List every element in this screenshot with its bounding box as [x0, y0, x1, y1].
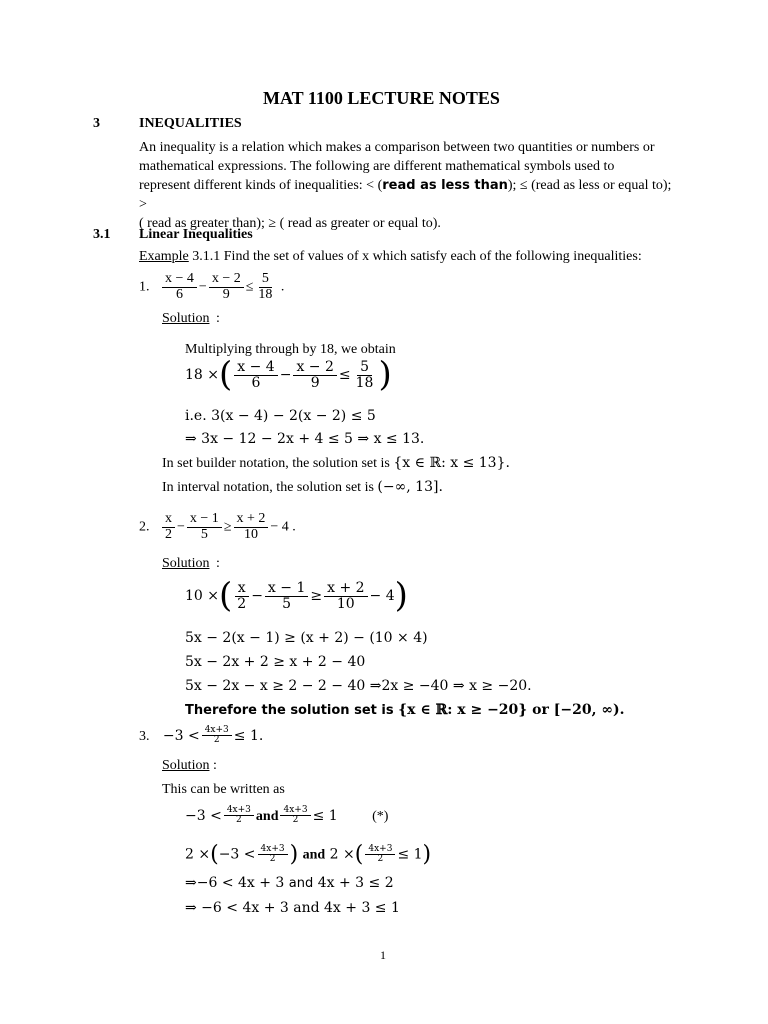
- p2-step-3: 5x − 2x + 2 ≥ x + 2 − 40: [185, 654, 366, 670]
- intro-line-4: ( read as greater than); ≥ ( read as greater or equal to).: [139, 216, 441, 231]
- fraction: $\frac{5}{18}$: [258, 271, 273, 302]
- problem-1: 1. $\frac{x - 4}{6}$ − $\frac{x - 2}{9}$ ≤ $\frac{5}{18}$ .: [139, 271, 285, 302]
- p3-step-1: −3 < $\frac{4x+3}{2}$ and $\frac{4x+3}{2}$ ≤ 1 (*): [185, 805, 389, 826]
- document-page: MAT 1100 LECTURE NOTES 3 INEQUALITIES An inequality is a relation which makes a comparison between two quantities or numbers or mathematical expressions. The following are different mathematical symbols used to represent different kinds of inequalities: < (read as less than); ≤ (read as less or equal to); > ( read as greater than); ≥ ( read as greater or equal to). 3.1 Linear Inequalities Example 3.1.1 Find the set of values of x which satisfy each of the following inequalities: 1. $\frac{x - 4}{6}$ − $\frac{x - 2}{9}$ ≤ $\frac{5}{18}$ . Solution : Multiplying through by 18, we obtain 18 ×( $\frac{x - 4}{6}$ − $\frac{x - 2}{9}$ ≤ $\frac{5}{18}$ ) i.e. 3(x − 4) − 2(x − 2) ≤ 5 ⇒ 3x − 12 − 2x + 4 ≤ 5 ⇒ x ≤ 13. In set builder notation, the solution set is {x ∈ ℝ: x ≤ 13}. In interval notation, the solution set is (−∞, 13]. 2. $\frac{x}{2}$ − $\frac{x - 1}{5}$ ≥ $\frac{x + 2}{10}$ − 4 . Solution : 10 ×( $\frac{x}{2}$ − $\frac{x - 1}{5}$ ≥ $\frac{x + 2}{10}$ − 4) 5x − 2(x − 1) ≥ (x + 2) − (10 × 4) 5x − 2x + 2 ≥ x + 2 − 40 5x − 2x − x ≥ 2 − 2 − 40 ⇒2x ≥ −40 ⇒ x ≥ −20. Therefore the solution set is {x ∈ ℝ: x ≥ −20} or [−20, ∞). 3. −3 < $\frac{4x+3}{2}$ ≤ 1. Solution : This can be written as −3 < $\frac{4x+3}{2}$ and $\frac{4x+3}{2}$ ≤ 1 (*) 2 ×(−3 < $\frac{4x+3}{2}$ ) and 2 ×( $\frac{4x+3}{2}$ ≤ 1) ⇒−6 < 4x + 3 and 4x + 3 ≤ 2 ⇒ −6 < 4x + 3 and 4x + 3 ≤ 1 1: [0, 0, 768, 1024]
- p3-step-2: 2 ×(−3 < $\frac{4x+3}{2}$ ) and 2 ×( $\frac{4x+3}{2}$ ≤ 1): [185, 842, 432, 867]
- fraction: $\frac{x - 4}{6}$: [162, 272, 197, 302]
- interval-line: In interval notation, the solution set is (−∞, 13].: [162, 479, 443, 495]
- p1-step-1: 18 ×( $\frac{x - 4}{6}$ − $\frac{x - 2}{9}$ ≤ $\frac{5}{18}$ ): [185, 354, 392, 395]
- p2-step-2: 5x − 2(x − 1) ≥ (x + 2) − (10 × 4): [185, 630, 428, 646]
- intro-line-2: mathematical expressions. The following are different mathematical symbols used to: [139, 159, 615, 174]
- p2-conclusion: Therefore the solution set is {x ∈ ℝ: x ≥ −20} or [−20, ∞).: [185, 702, 625, 718]
- problem-2: 2. $\frac{x}{2}$ − $\frac{x - 1}{5}$ ≥ $\frac{x + 2}{10}$ − 4 .: [139, 511, 296, 542]
- p1-step-2: i.e. 3(x − 4) − 2(x − 2) ≤ 5: [185, 408, 376, 424]
- p1-step-3: ⇒ 3x − 12 − 2x + 4 ≤ 5 ⇒ x ≤ 13.: [185, 431, 425, 447]
- multiply-note: Multiplying through by 18, we obtain: [185, 342, 396, 357]
- intro-line-1: An inequality is a relation which makes a comparison between two quantities or numbers or: [139, 140, 655, 155]
- p2-step-4: 5x − 2x − x ≥ 2 − 2 − 40 ⇒2x ≥ −40 ⇒ x ≥ −20.: [185, 678, 532, 694]
- page-number: 1: [380, 948, 386, 962]
- solution-label: Solution: [162, 556, 210, 571]
- example-line: Example 3.1.1 Find the set of values of x which satisfy each of the following inequalities:: [139, 249, 642, 264]
- p2-step-1: 10 ×( $\frac{x}{2}$ − $\frac{x - 1}{5}$ ≥ $\frac{x + 2}{10}$ − 4): [185, 575, 408, 616]
- subsection-number: 3.1: [93, 227, 111, 242]
- fraction: $\frac{x - 2}{9}$: [209, 272, 244, 302]
- solution-label: Solution: [162, 758, 210, 773]
- section-number: 3: [93, 116, 100, 131]
- intro-paragraph: [139, 138, 679, 233]
- problem-3: 3. −3 < $\frac{4x+3}{2}$ ≤ 1.: [139, 725, 264, 746]
- subsection-heading: Linear Inequalities: [139, 227, 253, 242]
- written-as: This can be written as: [162, 782, 285, 797]
- p3-step-3: ⇒−6 < 4x + 3 and 4x + 3 ≤ 2: [185, 875, 394, 891]
- page-title: MAT 1100 LECTURE NOTES: [263, 88, 500, 108]
- set-builder-line: In set builder notation, the solution set is {x ∈ ℝ: x ≤ 13}.: [162, 455, 510, 471]
- solution-label: Solution: [162, 311, 210, 326]
- intro-line-3: represent different kinds of inequalities: < (read as less than); ≤ (read as less or equal to); >: [139, 178, 672, 212]
- section-heading: INEQUALITIES: [139, 116, 242, 131]
- p3-step-4: ⇒ −6 < 4x + 3 and 4x + 3 ≤ 1: [185, 900, 400, 916]
